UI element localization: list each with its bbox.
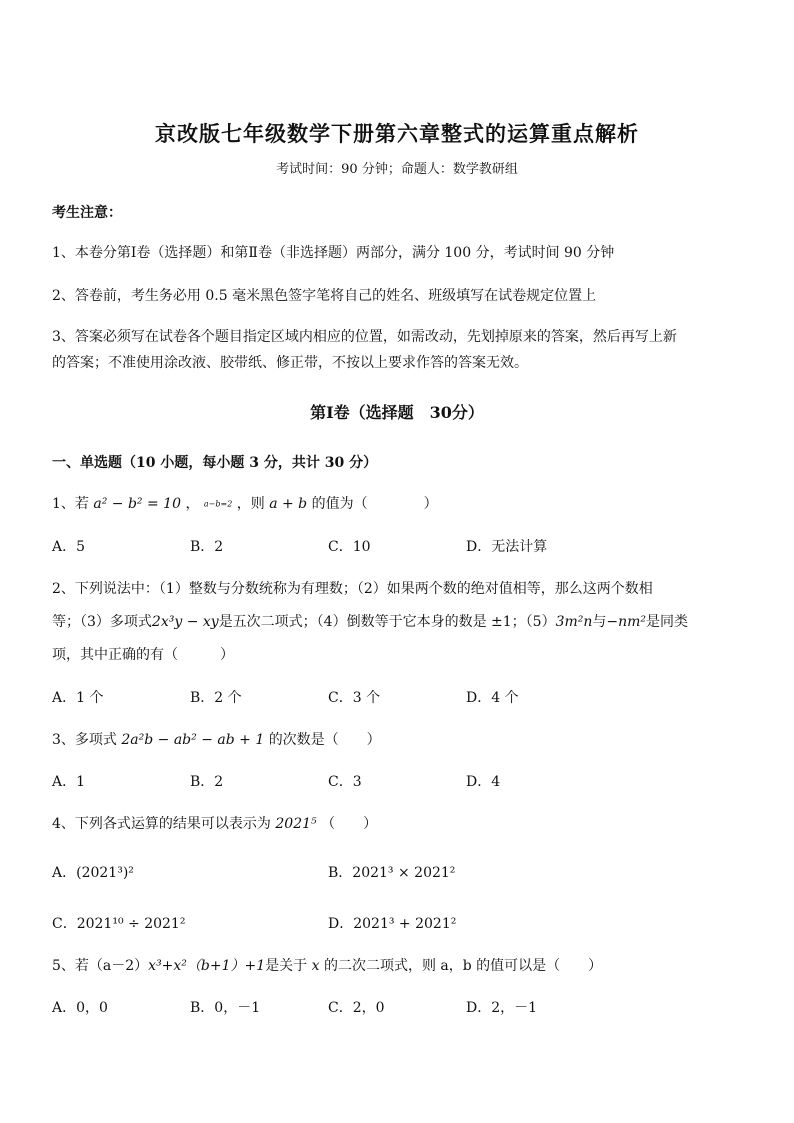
q2-line-3: 项，其中正确的有（ ） bbox=[52, 647, 234, 663]
q3-suffix: 的次数是（ ） bbox=[268, 732, 381, 748]
exam-info: 考试时间：90 分钟；命题人：数学教研组 bbox=[276, 162, 518, 177]
q1-prefix: 1、若 bbox=[52, 496, 89, 512]
question-5 bbox=[52, 955, 602, 975]
q1-suffix: 的值为（ ） bbox=[311, 496, 438, 512]
q4-expr: 2021⁵ bbox=[275, 816, 317, 832]
q3-prefix: 3、多项式 bbox=[52, 732, 117, 748]
q1-option-d[interactable]: D．无法计算 bbox=[466, 539, 548, 555]
q3-option-c[interactable]: C．3 bbox=[328, 774, 362, 790]
section-title: 第Ⅰ卷（选择题 30分） bbox=[310, 403, 484, 422]
q4-prefix: 4、下列各式运算的结果可以表示为 bbox=[52, 816, 271, 832]
part-heading: 一、单选题（10 小题，每小题 3 分，共计 30 分） bbox=[52, 455, 378, 471]
page-title: 京改版七年级数学下册第六章整式的运算重点解析 bbox=[155, 121, 639, 146]
q5-option-c[interactable]: C．2，0 bbox=[328, 1000, 385, 1016]
q1-sep: ， bbox=[185, 496, 200, 512]
q1-expr2: a + b bbox=[269, 496, 308, 512]
q3-option-a[interactable]: A．1 bbox=[52, 774, 86, 790]
q5-mid: 是关于 bbox=[265, 958, 308, 974]
notice-item-1: 1、本卷分第Ⅰ卷（选择题）和第Ⅱ卷（非选择题）两部分，满分 100 分，考试时间 90 分钟 bbox=[52, 245, 615, 261]
q2-option-a[interactable]: A．1 个 bbox=[52, 690, 104, 706]
notice-item-3: 3、答案必须写在试卷各个题目指定区域内相应的位置，如需改动，先划掉原来的答案，然后再写上新 bbox=[52, 329, 677, 345]
notice-item-2: 2、答卷前，考生务必用 0.5 毫米黑色签字笔将自己的姓名、班级填写在试卷规定位置上 bbox=[52, 288, 597, 304]
q5-option-b[interactable]: B．0，－1 bbox=[190, 1000, 261, 1016]
q3-expr: 2a²b − ab² − ab + 1 bbox=[121, 732, 265, 748]
question-3 bbox=[52, 729, 381, 749]
notice-item-3-cont: 的答案；不准使用涂改液、胶带纸、修正带，不按以上要求作答的答案无效。 bbox=[52, 355, 528, 371]
q2-seg-d: 是同类 bbox=[646, 614, 689, 630]
q1-small-condition: a−b=2 bbox=[203, 499, 233, 509]
q2-seg-a: 等；（3）多项式 bbox=[52, 614, 152, 630]
q5-var: x bbox=[311, 958, 320, 974]
q1-option-b[interactable]: B．2 bbox=[190, 539, 224, 555]
q2-expr-1: 2x³y − xy bbox=[151, 614, 219, 630]
q5-expr: x³+x²（b+1）+1 bbox=[148, 958, 266, 974]
q2-option-d[interactable]: D．4 个 bbox=[466, 690, 519, 706]
q2-expr-3: −nm² bbox=[606, 614, 647, 630]
q2-line-2 bbox=[52, 611, 688, 631]
q1-mid: ，则 bbox=[236, 496, 265, 512]
q1-option-c[interactable]: C．10 bbox=[328, 539, 371, 555]
q4-option-c[interactable]: C．2021¹⁰ ÷ 2021² bbox=[52, 916, 186, 932]
question-4 bbox=[52, 813, 377, 833]
q2-seg-c: 与 bbox=[592, 614, 607, 630]
q2-option-b[interactable]: B．2 个 bbox=[190, 690, 242, 706]
q5-option-d[interactable]: D．2，－1 bbox=[466, 1000, 538, 1016]
q1-expr1: a² − b² = 10 bbox=[93, 496, 181, 512]
q4-option-a[interactable]: A．(2021³)² bbox=[52, 865, 134, 881]
q4-option-d[interactable]: D．2021³ + 2021² bbox=[328, 916, 457, 932]
q3-option-b[interactable]: B．2 bbox=[190, 774, 224, 790]
q2-expr-2: 3m²n bbox=[555, 614, 593, 630]
q4-suffix: （ ） bbox=[321, 816, 378, 832]
q1-option-a[interactable]: A．5 bbox=[52, 539, 86, 555]
q5-suffix: 的二次二项式，则 a，b 的值可以是（ ） bbox=[323, 958, 603, 974]
q2-seg-b: 是五次二项式；（4）倒数等于它本身的数是 ±1；（5） bbox=[218, 614, 556, 630]
q3-option-d[interactable]: D．4 bbox=[466, 774, 501, 790]
q2-line-1: 2、下列说法中：（1）整数与分数统称为有理数；（2）如果两个数的绝对值相等，那么这两个数相 bbox=[52, 581, 653, 597]
q5-option-a[interactable]: A．0，0 bbox=[52, 1000, 108, 1016]
q4-option-b[interactable]: B．2021³ × 2021² bbox=[328, 865, 456, 881]
notice-heading: 考生注意： bbox=[52, 205, 122, 221]
q2-option-c[interactable]: C．3 个 bbox=[328, 690, 381, 706]
question-1 bbox=[52, 493, 438, 513]
q5-prefix: 5、若（a－2） bbox=[52, 958, 149, 974]
